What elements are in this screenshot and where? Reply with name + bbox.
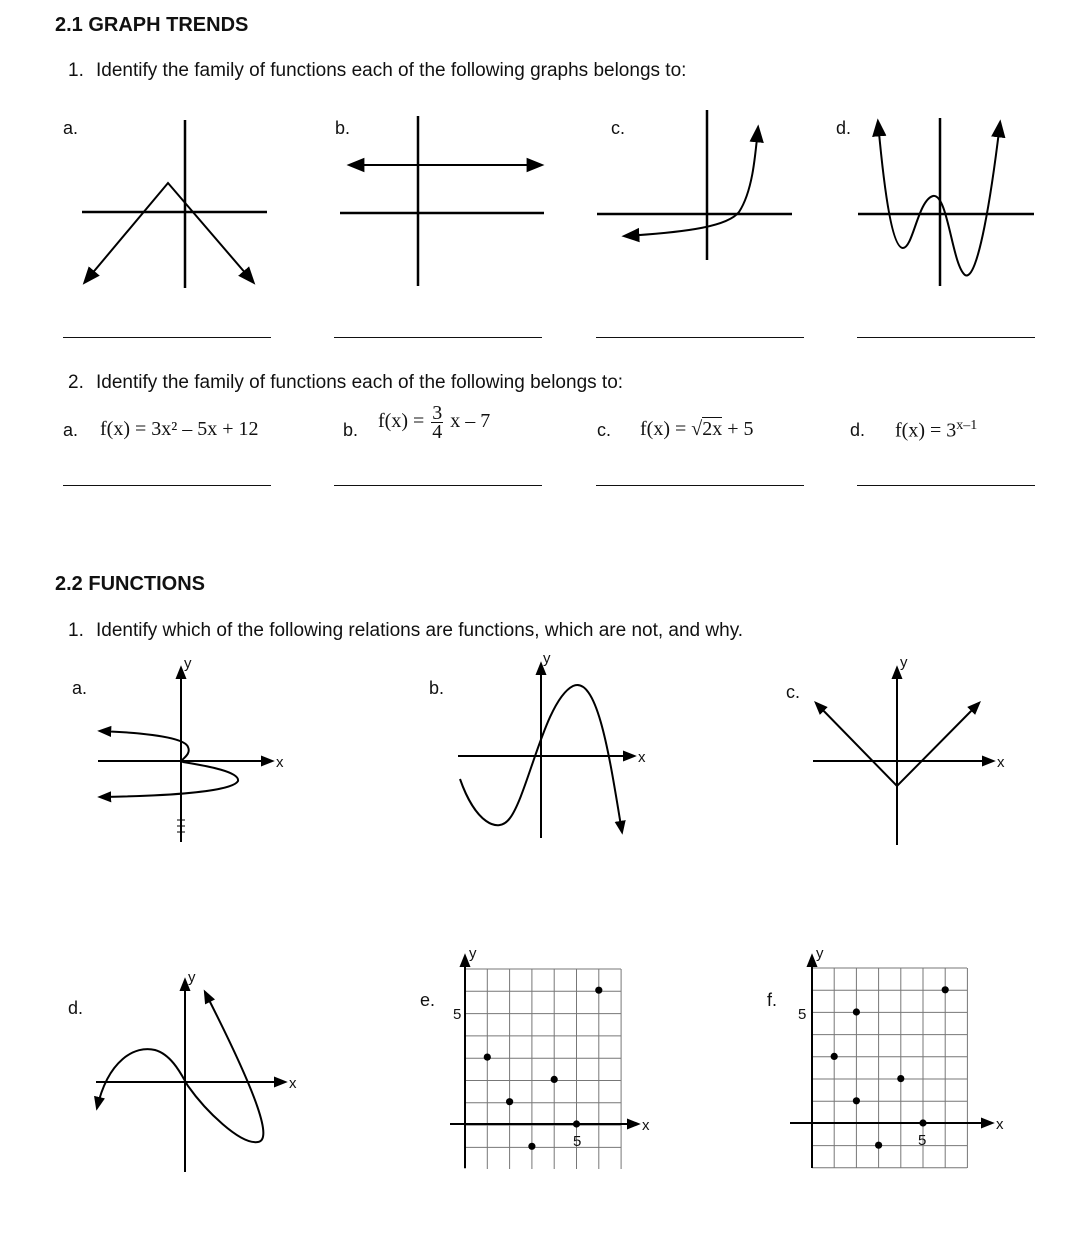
relation-f-grid xyxy=(812,968,967,1168)
relation-f-point-6 xyxy=(919,1119,926,1126)
relation-e-grid xyxy=(465,969,621,1169)
expr-b-denominator: 4 xyxy=(432,421,443,443)
expr-c-lhs: f(x) = xyxy=(640,418,687,440)
section-title-functions: 2.2 FUNCTIONS xyxy=(55,573,206,595)
expr-label-b: b. xyxy=(343,420,359,440)
question-2-text: Identify the family of functions each of the following belongs to: xyxy=(96,372,624,393)
expr-label-a: a. xyxy=(63,420,79,440)
relation-d-graph xyxy=(96,969,297,1172)
relation-e-point-5 xyxy=(573,1120,580,1127)
relation-f-point-7 xyxy=(942,986,949,993)
expr-label-d: d. xyxy=(850,420,866,440)
relation-f-points xyxy=(831,986,949,1149)
relation-c-x-label: x xyxy=(997,754,1005,771)
relation-label-b: b. xyxy=(429,678,445,698)
relation-e-point-6 xyxy=(595,987,602,994)
relation-b-x-label: x xyxy=(638,749,646,766)
graph-label-b: b. xyxy=(335,118,351,138)
relation-f-point-3 xyxy=(853,1097,860,1104)
radical-icon: √ xyxy=(691,418,703,440)
relation-c-graph xyxy=(813,654,1005,845)
graph-label-a: a. xyxy=(63,118,79,138)
expr-b-lhs: f(x) = xyxy=(378,410,425,433)
relation-f-y-tick-5: 5 xyxy=(798,1006,807,1023)
relation-e-y-label: y xyxy=(469,945,477,962)
question-2-number: 2. xyxy=(68,372,84,393)
expr-d-lhs: f(x) = 3 xyxy=(895,419,957,442)
section-title-graph-trends: 2.1 GRAPH TRENDS xyxy=(55,14,249,36)
relation-e-point-3 xyxy=(528,1143,535,1150)
relation-f-x-tick-5: 5 xyxy=(918,1132,927,1149)
relation-d-y-label: y xyxy=(188,969,196,986)
relation-label-e: e. xyxy=(420,990,436,1010)
expr-label-c: c. xyxy=(597,420,612,440)
question-3-number: 1. xyxy=(68,620,84,641)
relation-e-point-4 xyxy=(551,1076,558,1083)
relation-e-x-label: x xyxy=(642,1117,650,1134)
relation-label-a: a. xyxy=(72,678,88,698)
question-1-text: Identify the family of functions each of the following graphs belongs to: xyxy=(96,60,687,81)
relation-e-y-tick-5: 5 xyxy=(453,1006,462,1023)
relation-f-y-label: y xyxy=(816,945,824,962)
relation-a-x-label: x xyxy=(276,754,284,771)
relation-label-f: f. xyxy=(767,990,778,1010)
relation-f-point-4 xyxy=(875,1142,882,1149)
expr-b-numerator: 3 xyxy=(432,402,443,424)
relation-a-graph xyxy=(98,655,284,842)
relation-a-y-label: y xyxy=(184,655,192,672)
expr-b-rhs: x – 7 xyxy=(450,410,491,433)
relation-b-graph xyxy=(458,650,646,838)
graph-label-c: c. xyxy=(611,118,626,138)
relation-d-x-label: x xyxy=(289,1075,297,1092)
expr-a-quadratic: f(x) = 3x² – 5x + 12 xyxy=(100,418,259,440)
relation-c-y-label: y xyxy=(900,654,908,671)
graph-label-d: d. xyxy=(836,118,852,138)
relation-e-graph xyxy=(450,945,650,1169)
expr-d-exponent: x–1 xyxy=(956,418,978,433)
relation-f-point-2 xyxy=(853,1008,860,1015)
relation-label-d: d. xyxy=(68,998,84,1018)
relation-e-point-1 xyxy=(484,1054,491,1061)
relation-b-y-label: y xyxy=(543,650,551,667)
relation-f-point-5 xyxy=(897,1075,904,1082)
question-1-number: 1. xyxy=(68,60,84,81)
relation-e-point-2 xyxy=(506,1098,513,1105)
relation-f-point-1 xyxy=(831,1053,838,1060)
relation-f-graph xyxy=(790,945,1004,1168)
expr-c-radicand: 2x xyxy=(702,418,723,440)
expr-c-rhs: + 5 xyxy=(727,418,754,440)
relation-e-x-tick-5: 5 xyxy=(573,1133,582,1150)
relation-f-x-label: x xyxy=(996,1116,1004,1133)
question-3-text: Identify which of the following relations are functions, which are not, and why. xyxy=(96,620,744,641)
relation-label-c: c. xyxy=(786,682,801,702)
